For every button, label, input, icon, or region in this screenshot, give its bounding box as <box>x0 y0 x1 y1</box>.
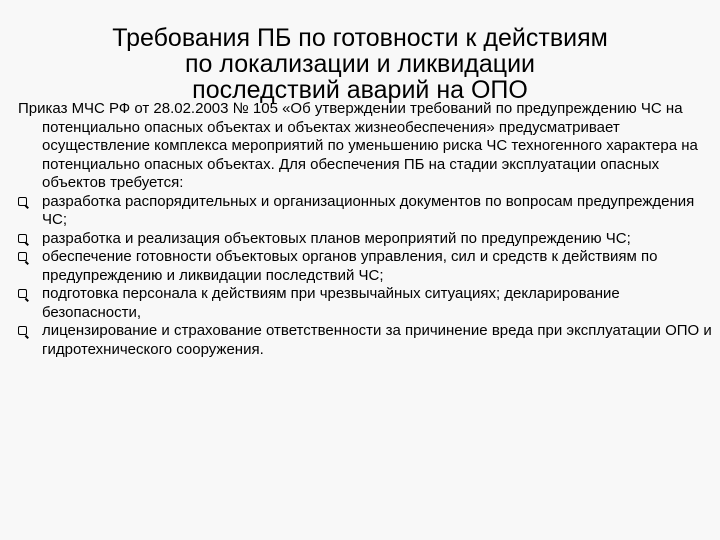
list-item-text: разработка и реализация объектовых планов мероприятий по предупреждению ЧС; <box>42 229 631 247</box>
slide-title <box>40 25 680 103</box>
requirements-list <box>18 193 714 360</box>
list-item-text: лицензирование и страхование ответственности за причинение вреда при эксплуатации ОПО и гидротехнического сооружения. <box>42 322 712 358</box>
list-item <box>18 285 714 322</box>
list-item <box>18 230 714 249</box>
list-item <box>18 248 714 285</box>
checkbox-bullet-icon <box>18 326 27 335</box>
list-item-text: подготовка персонала к действиям при чрезвычайных ситуациях; декларирование безопасности, <box>42 285 620 321</box>
list-item <box>18 193 714 230</box>
checkbox-bullet-icon <box>18 197 27 206</box>
slide-title-line-3: последствий аварий на ОПО <box>192 75 528 104</box>
list-item-text: обеспечение готовности объектовых органов управления, сил и средств к действиям по предупреждению и ликвидации последствий ЧС; <box>42 248 658 284</box>
slide-title-line-2: по локализации и ликвидации <box>184 49 536 78</box>
intro-paragraph: Приказ МЧС РФ от 28.02.2003 № 105 «Об утверждении требований по предупреждению ЧС на потенциально опасных объектах и объектах жизнеобеспечения» предусматривает осуществление комплекса мероприятий по уменьшению риска ЧС техногенного характера на потенциально опасных объектах. Для обеспечения ПБ на стадии эксплуатации опасных объектов требуется: <box>18 100 698 191</box>
slide-title-line-1: Требования ПБ по готовности к действиям <box>112 23 608 52</box>
slide-body <box>18 100 714 359</box>
checkbox-bullet-icon <box>18 252 27 261</box>
checkbox-bullet-icon <box>18 289 27 298</box>
checkbox-bullet-icon <box>18 234 27 243</box>
list-item <box>18 322 714 359</box>
list-item-text: разработка распорядительных и организационных документов по вопросам предупреждения ЧС; <box>42 192 695 228</box>
